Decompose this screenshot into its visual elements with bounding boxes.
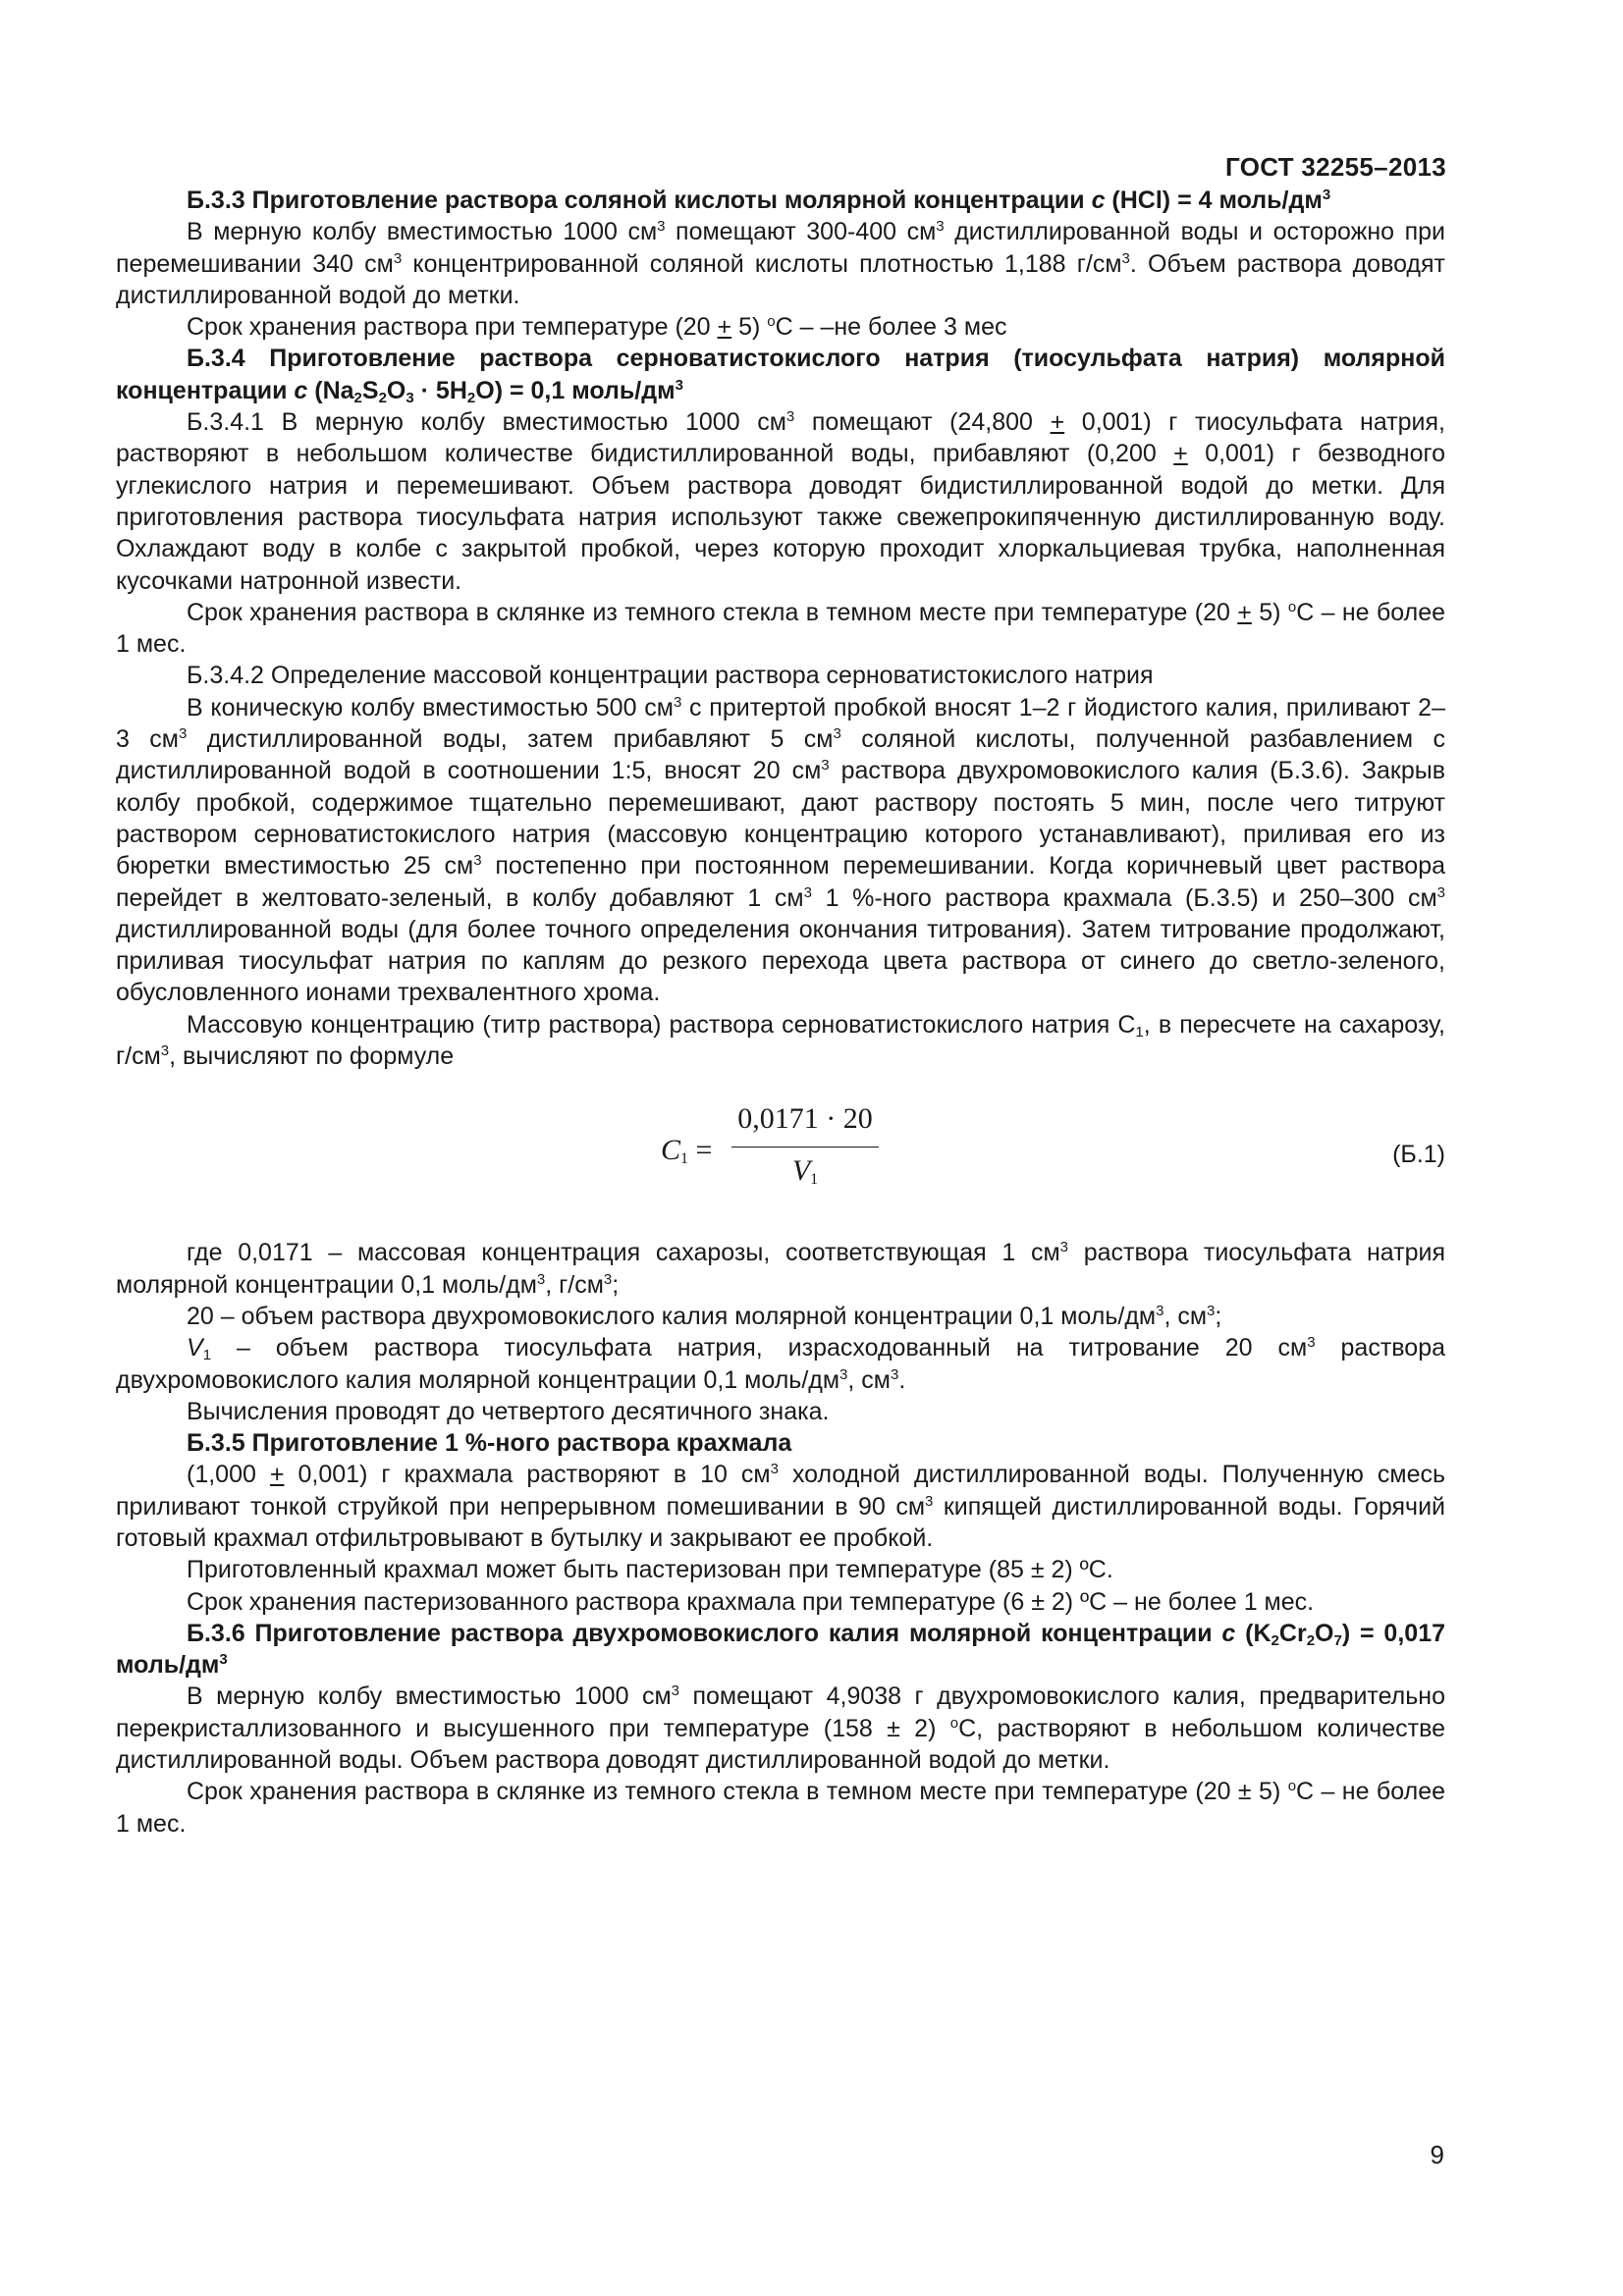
formula-number: (Б.1) — [1392, 1141, 1445, 1169]
subsection-heading-b342: Б.3.4.2 Определение массовой концентрации раствора серноватистокислого натрия — [187, 662, 1154, 690]
section-heading-b34: Б.3.4 Приготовление раствора серноватистокислого натрия (тиосульфата натрия) молярной концентрации с $(Na_2S_2O_3 \cdot 5H_2O) = 0,1$ моль/$дм^3$ — [116, 345, 1445, 406]
paragraph: Срок хранения раствора в склянке из темного стекла в темном месте при температуре (20 ± 5) $^о$С – не более 1 мес. — [116, 1778, 1445, 1838]
paragraph: $V_1$ – объем раствора тиосульфата натрия, израсходованный на титрование 20 $см^3$ раствора двухромовокислого калия молярной концентрации 0,1 моль/$дм^3$, $см^3$. — [116, 1334, 1445, 1394]
paragraph: В мерную колбу вместимостью 1000 $см^3$ помещают 4,9038 г двухромовокислого калия, предварительно перекристаллизованного и высушенного при температуре (158 ± 2) $^о$С, растворяют в небольшом количестве дистиллированной воды. Объем раствора доводят дистиллированной водой до метки. — [116, 1682, 1446, 1775]
section-heading-b33: Б.3.3 Приготовление раствора соляной кислоты молярной концентрации с (HCl) = 4 моль/$дм^3$ — [187, 187, 1331, 214]
standard-designation: ГОСТ 32255–2013 — [1225, 152, 1446, 182]
paragraph: (1,000 + 0,001) г крахмала растворяют в 10 $см^3$ холодной дистиллированной воды. Полученную смесь приливают тонкой струйкой при непрерывном помешивании в 90 $см^3$ кипящей дистиллированной воды. Горячий готовый крахмал отфильтровывают в бутылку и закрывают ее пробкой. — [116, 1461, 1445, 1552]
paragraph: Срок хранения пастеризованного раствора крахмала при температуре (6 ± 2) ºС – не более 1 мес. — [187, 1587, 1315, 1616]
page-number: 9 — [1430, 2140, 1444, 2169]
paragraph: где 0,0171 – массовая концентрация сахарозы, соответствующая 1 $см^3$ раствора тиосульфата натрия молярной концентрации 0,1 моль/$дм^3$, $г/см^3$; — [116, 1239, 1445, 1299]
section-heading-b35: Б.3.5 Приготовление 1 %-ного раствора крахмала — [187, 1429, 792, 1458]
paragraph: Вычисления проводят до четвертого десятичного знака. — [187, 1397, 830, 1425]
formula-fraction — [731, 1097, 879, 1191]
section-heading-b36: Б.3.6 Приготовление раствора двухромовокислого калия молярной концентрации с $(K_2Cr_2O_7) = 0,017$ моль/$дм^3$ — [116, 1619, 1445, 1680]
paragraph: Срок хранения раствора в склянке из темного стекла в темном месте при температуре (20 + 5) $^о$С – не более 1 мес. — [116, 598, 1446, 659]
paragraph: 20 – объем раствора двухромовокислого калия молярной концентрации 0,1 моль/$дм^3$, $см^3$; — [187, 1302, 1222, 1330]
paragraph: Б.3.4.1 В мерную колбу вместимостью 1000 $см^3$ помещают (24,800 + 0,001) г тиосульфата натрия, растворяют в небольшом количестве бидистиллированной воды, прибавляют (0,200 + 0,001) г безводного углекислого натрия и перемешивают. Объем раствора доводят бидистиллированной водой до метки. Для приготовления раствора тиосульфата натрия используют также свежепрокипяченную дистиллированную воду. Охлаждают воду в колбе с закрытой пробкой, через которую проходит хлоркальциевая трубка, наполненная кусочками натронной извести. — [116, 408, 1445, 595]
paragraph: В коническую колбу вместимостью 500 $см^3$ с притертой пробкой вносят 1–2 г йодистого калия, приливают 2–3 $см^3$ дистиллированной воды, затем прибавляют 5 $см^3$ соляной кислоты, полученной разбавлением с дистиллированной водой в соотношении 1:5, вносят 20 $см^3$ раствора двухромовокислого калия (Б.3.6). Закрыв колбу пробкой, содержимое тщательно перемешивают, дают раствору постоять 5 мин, после чего титруют раствором серноватистокислого натрия (массовую концентрацию которого устанавливают), приливая его из бюретки вместимостью 25 $см^3$ постепенно при постоянном перемешивании. Когда коричневый цвет раствора перейдет в желтовато-зеленый, в колбу добавляют 1 $см^3$ 1 %-ного раствора крахмала (Б.3.5) и 250–300 $см^3$ дистиллированной воды (для более точного определения окончания титрования). Затем титрование продолжают, приливая тиосульфат натрия по каплям до резкого перехода цвета раствора от синего до светло-зеленого, обусловленного ионами трехвалентного хрома. — [116, 693, 1445, 1007]
paragraph: В мерную колбу вместимостью 1000 $см^3$ помещают 300-400 $см^3$ дистиллированной воды и осторожно при перемешивании 340 $см^3$ концентрированной соляной кислоты плотностью 1,188 $г/см^3$. Объем раствора доводят дистиллированной водой до метки. — [116, 218, 1446, 309]
paragraph: Срок хранения раствора при температуре (20 + 5) $^о$С – –не более 3 мес — [187, 313, 1007, 342]
paragraph: Массовую концентрацию (титр раствора) раствора серноватистокислого натрия $С_1$, в пересчете на сахарозу, $г/см^3$, вычисляют по формуле — [116, 1010, 1445, 1071]
fraction-bar — [731, 1147, 879, 1148]
formula-denominator: $V_1$ — [791, 1154, 819, 1189]
formula-b1 — [116, 1097, 1445, 1215]
paragraph: Приготовленный крахмал может быть пастеризован при температуре (85 ± 2) ºС. — [187, 1556, 1113, 1584]
formula-lhs: $C_1$ = — [661, 1134, 713, 1168]
document-body — [116, 185, 1445, 1840]
formula-numerator: 0,0171 · 20 — [737, 1102, 873, 1136]
